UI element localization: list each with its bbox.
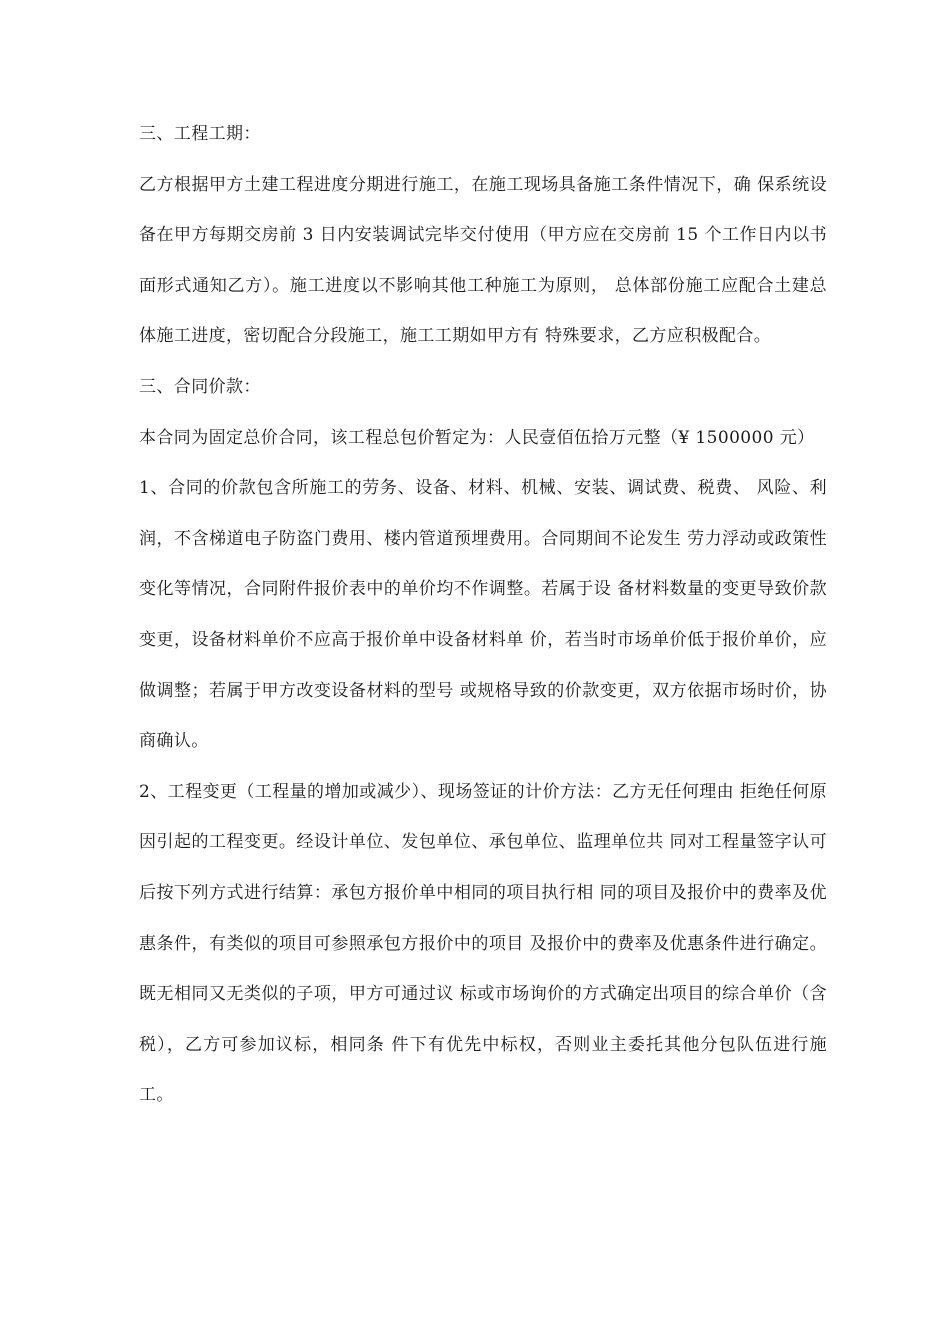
paragraph-schedule: 乙方根据甲方土建工程进度分期进行施工，在施工现场具备施工条件情况下，确 保系统设备在甲方每期交房前 3 日内安装调试完毕交付使用（甲方应在交房前 15 个工作日内以书面形式通知乙方）。施工进度以不影响其他工种施工为原则， 总体部份施工应配合土建总体施工进度，密切配合分段施工，施工工期如甲方有 特殊要求，乙方应积极配合。 — [139, 174, 827, 347]
paragraph-total-price: 本合同为固定总价合同，该工程总包价暂定为：人民壹佰伍拾万元整（¥ 1500000 元） — [139, 427, 815, 448]
document-body — [139, 109, 827, 1121]
section-heading-schedule: 三、工程工期： — [139, 124, 261, 144]
paragraph-price-clause-1: 1、合同的价款包含所施工的劳务、设备、材料、机械、安装、调试费、税费、 风险、利润，不含梯道电子防盗门费用、楼内管道预埋费用。合同期间不论发生 劳力浮动或政策性变化等情况，合同附件报价表中的单价均不作调整。若属于设 备材料数量的变更导致价款变更，设备材料单价不应高于报价单中设备材料单 价，若当时市场单价低于报价单价，应做调整；若属于甲方改变设备材料的型号 或规格导致的价款变更，双方依据市场时价，协商确认。 — [139, 478, 827, 752]
paragraph-price-clause-2: 2、工程变更（工程量的增加或减少）、现场签证的计价方法：乙方无任何理由 拒绝任何原因引起的工程变更。经设计单位、发包单位、承包单位、监理单位共 同对工程量签字认可后按下列方式进行结算：承包方报价单中相同的项目执行相 同的项目及报价中的费率及优惠条件，有类似的项目可参照承包方报价中的项目 及报价中的费率及优惠条件进行确定。既无相同又无类似的子项，甲方可通过议 标或市场询价的方式确定出项目的综合单价（含税），乙方可参加议标，相同条 件下有优先中标权，否则业主委托其他分包队伍进行施工。 — [139, 781, 827, 1106]
section-heading-price: 三、合同价款： — [139, 376, 261, 397]
